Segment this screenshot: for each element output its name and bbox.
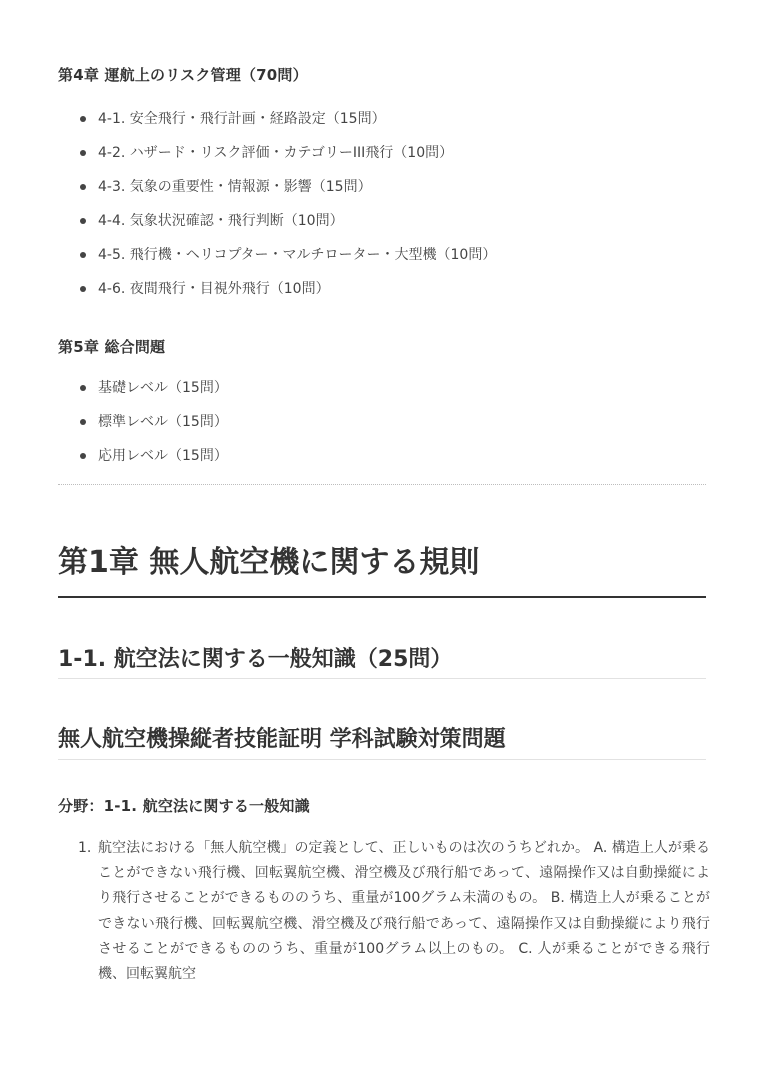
list-item-label: 応用レベル（15問） [98, 448, 228, 464]
list-item-label: 4-2. ハザード・リスク評価・カテゴリーIII飛行（10問） [98, 145, 454, 161]
question-number: 1. [78, 840, 92, 856]
bullet-icon [80, 419, 86, 425]
field-label: 分野：1-1. 航空法に関する一般知識 [58, 797, 310, 815]
list-item-label: 4-5. 飛行機・ヘリコプター・マルチローター・大型機（10問） [98, 247, 497, 263]
chapter4-heading: 第4章 運航上のリスク管理（70問） [58, 66, 308, 84]
list-item[interactable] [58, 371, 228, 405]
bullet-icon [80, 150, 86, 156]
chapter-title-rule [58, 596, 706, 598]
list-item-label: 基礎レベル（15問） [98, 380, 228, 396]
list-item[interactable] [58, 272, 496, 306]
list-item[interactable] [58, 102, 496, 136]
list-item-label: 4-4. 気象状況確認・飛行判断（10問） [98, 213, 344, 229]
list-item-label: 4-1. 安全飛行・飛行計画・経路設定（15問） [98, 111, 386, 127]
list-item[interactable] [58, 204, 496, 238]
list-item[interactable] [58, 405, 228, 439]
list-item[interactable] [58, 238, 496, 272]
bullet-icon [80, 385, 86, 391]
chapter5-list [58, 371, 228, 473]
bullet-icon [80, 286, 86, 292]
list-item-label: 標準レベル（15問） [98, 414, 228, 430]
bullet-icon [80, 116, 86, 122]
list-item-label: 4-6. 夜間飛行・目視外飛行（10問） [98, 281, 330, 297]
bullet-icon [80, 453, 86, 459]
question-text: 航空法における「無人航空機」の定義として、正しいものは次のうちどれか。 A. 構造上人が乗ることができない飛行機、回転翼航空機、滑空機及び飛行船であって、遠隔操作又は自動操縦により飛行させることができるもののうち、重量が100グラム未満のもの。 B. 構造上人が乗ることができない飛行機、回転翼航空機、滑空機及び飛行船であって、遠隔操作又は自動操縦により飛行させることができるもののうち、重量が100グラム以上のもの。 C. 人が乗ることができる飛行機、回転翼航空 [98, 840, 710, 983]
list-item[interactable] [58, 136, 496, 170]
section-divider [58, 484, 706, 485]
chapter-title: 第1章 無人航空機に関する規則 [58, 545, 480, 580]
section-title-rule [58, 678, 706, 679]
bullet-icon [80, 184, 86, 190]
chapter5-heading: 第5章 総合問題 [58, 338, 166, 356]
list-item[interactable] [58, 439, 228, 473]
bullet-icon [80, 218, 86, 224]
list-item-label: 4-3. 気象の重要性・情報源・影響（15問） [98, 179, 372, 195]
section-title: 1-1. 航空法に関する一般知識（25問） [58, 647, 453, 672]
bullet-icon [80, 252, 86, 258]
exam-title-rule [58, 759, 706, 760]
exam-title: 無人航空機操縦者技能証明 学科試験対策問題 [58, 727, 506, 752]
list-item[interactable] [58, 170, 496, 204]
chapter4-list [58, 102, 496, 306]
